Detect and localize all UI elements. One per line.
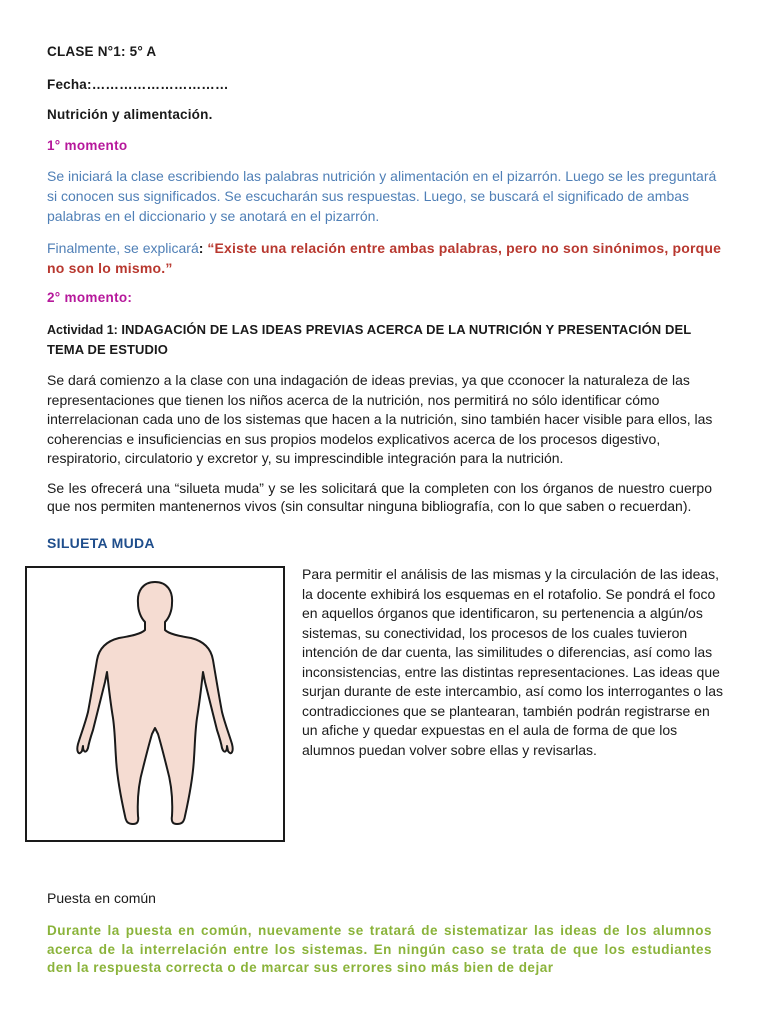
section-2-paragraph-2: Se les ofrecerá una “silueta muda” y se les solicitará que la completen con los órganos de nuestro cuerpo que nos permiten mantenernos vivos (sin consultar ninguna bibliografía, con lo que saben o recuerdan). (47, 480, 712, 514)
section-1-paragraph: Se iniciará la clase escribiendo las palabras nutrición y alimentación en el pizarrón. Luego se les preguntará si conocen sus significados. Se escucharán sus respuestas. Luego, se buscará el significado de ambas palabras en el diccionario y se anotará en el pizarrón. (47, 168, 717, 224)
puesta-title: Puesta en común (47, 890, 156, 906)
silhouette-title: SILUETA MUDA (47, 535, 155, 551)
section-1-title: 1° momento (47, 138, 128, 153)
conclusion-colon: : (198, 240, 208, 256)
topic-title: Nutrición y alimentación. (47, 107, 213, 122)
conclusion-lead: Finalmente, se explicará (47, 240, 199, 256)
activity-label: Actividad 1: (47, 323, 122, 337)
date-field: Fecha:………………………… (47, 77, 229, 92)
conclusion-quote: “Existe una relación entre ambas palabras, pero no son sinónimos, porque no son lo mismo.” (47, 240, 722, 276)
silhouette-figure (25, 566, 285, 842)
activity-heading (47, 320, 727, 359)
side-paragraph: Para permitir el análisis de las mismas y la circulación de las ideas, la docente exhibirá los esquemas en el rotafolio. Se pondrá el foco en aquellos órganos que identificaron, su pertenencia a algún/os sistemas, su conectividad, los procesos de los cuales tuvieron intención de dar cuenta, las similitudes o diferencias, así como las inconsistencias, entre las distintas representaciones. Las ideas que surjan durante de este intercambio, así como los interrogantes o las contradicciones que se plantearan, también podrán registrarse en un afiche y quedar expuestas en el aula de forma de que los alumnos puedan volver sobre ellas y revisarlas. (302, 566, 724, 758)
conclusion-paragraph (47, 238, 727, 278)
section-2-paragraph-1: Se dará comienzo a la clase con una indagación de ideas previas, ya que cconocer la naturaleza de las representaciones que tienen los niños acerca de la nutrición, nos permitirá no sólo identificar cómo interrelacionan cada uno de los sistemas que hacen a la nutrición, sino también hacer visible para ellos, las coherencias e insuficiencias en sus propios modelos explicativos acerca de los procesos digestivo, respiratorio, circulatorio y excretor y, su imprescindible integración para la nutrición. (47, 372, 713, 466)
section-2-title: 2° momento: (47, 290, 133, 305)
class-title: CLASE N°1: 5° A (47, 44, 157, 59)
puesta-paragraph: Durante la puesta en común, nuevamente se tratará de sistematizar las ideas de los alumnos acerca de la interrelación entre los sistemas. En ningún caso se trata de que los estudiantes den la respuesta correcta o de marcar sus errores sino más bien de dejar (47, 923, 712, 975)
human-silhouette-icon (27, 568, 283, 840)
activity-title: INDAGACIÓN DE LAS IDEAS PREVIAS ACERCA DE LA NUTRICIÓN Y PRESENTACIÓN DEL TEMA DE ESTUDIO (47, 322, 692, 357)
